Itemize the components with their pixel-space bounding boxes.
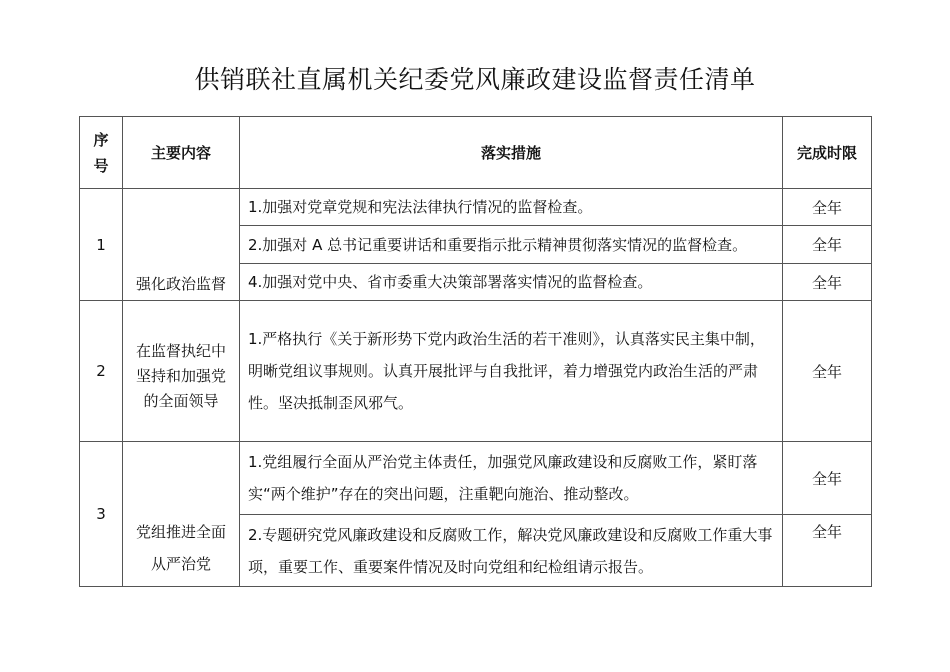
table-row <box>80 442 872 515</box>
responsibility-table <box>79 116 872 587</box>
section-seq: 1 <box>80 189 123 301</box>
measure-text: 1.加强对党章党规和宪法法律执行情况的监督检查。 <box>240 189 783 226</box>
page-title: 供销联社直属机关纪委党风廉政建设监督责任清单 <box>194 65 756 94</box>
measure-text: 1.党组履行全面从严治党主体责任，加强党风廉政建设和反腐败工作，紧盯落实“两个维护”存在的突出问题，注重靶向施治、推动整改。 <box>240 442 783 515</box>
measure-text: 4.加强对党中央、省市委重大决策部署落实情况的监督检查。 <box>240 264 783 301</box>
table-row <box>80 189 872 226</box>
deadline-cell: 全年 <box>783 515 872 587</box>
deadline-cell: 全年 <box>783 189 872 226</box>
table-row <box>80 301 872 442</box>
section-content: 强化政治监督 <box>123 189 240 301</box>
deadline-cell: 全年 <box>783 226 872 264</box>
section-content: 在监督执纪中坚持和加强党的全面领导 <box>135 341 226 410</box>
measure-text: 2.加强对 A 总书记重要讲话和重要指示批示精神贯彻落实情况的监督检查。 <box>240 226 783 264</box>
deadline-cell: 全年 <box>783 301 872 442</box>
section-seq: 2 <box>80 301 123 442</box>
measure-text: 2.专题研究党风廉政建设和反腐败工作，解决党风廉政建设和反腐败工作重大事项，重要工作、重要案件情况及时向党组和纪检组请示报告。 <box>240 515 783 587</box>
deadline-cell: 全年 <box>783 264 872 301</box>
section-seq: 3 <box>80 442 123 587</box>
measure-text: 1.严格执行《关于新形势下党内政治生活的若干准则》，认真落实民主集中制，明晰党组议事规则。认真开展批评与自我批评，着力增强党内政治生活的严肃性。坚决抵制歪风邪气。 <box>240 301 783 442</box>
section-content: 党组推进全面从严治党 <box>135 523 226 573</box>
header-measures: 落实措施 <box>240 117 783 189</box>
header-row <box>80 117 872 189</box>
header-deadline: 完成时限 <box>783 117 872 189</box>
header-content: 主要内容 <box>123 117 240 189</box>
header-seq: 序号 <box>80 117 123 189</box>
deadline-cell: 全年 <box>783 442 872 515</box>
